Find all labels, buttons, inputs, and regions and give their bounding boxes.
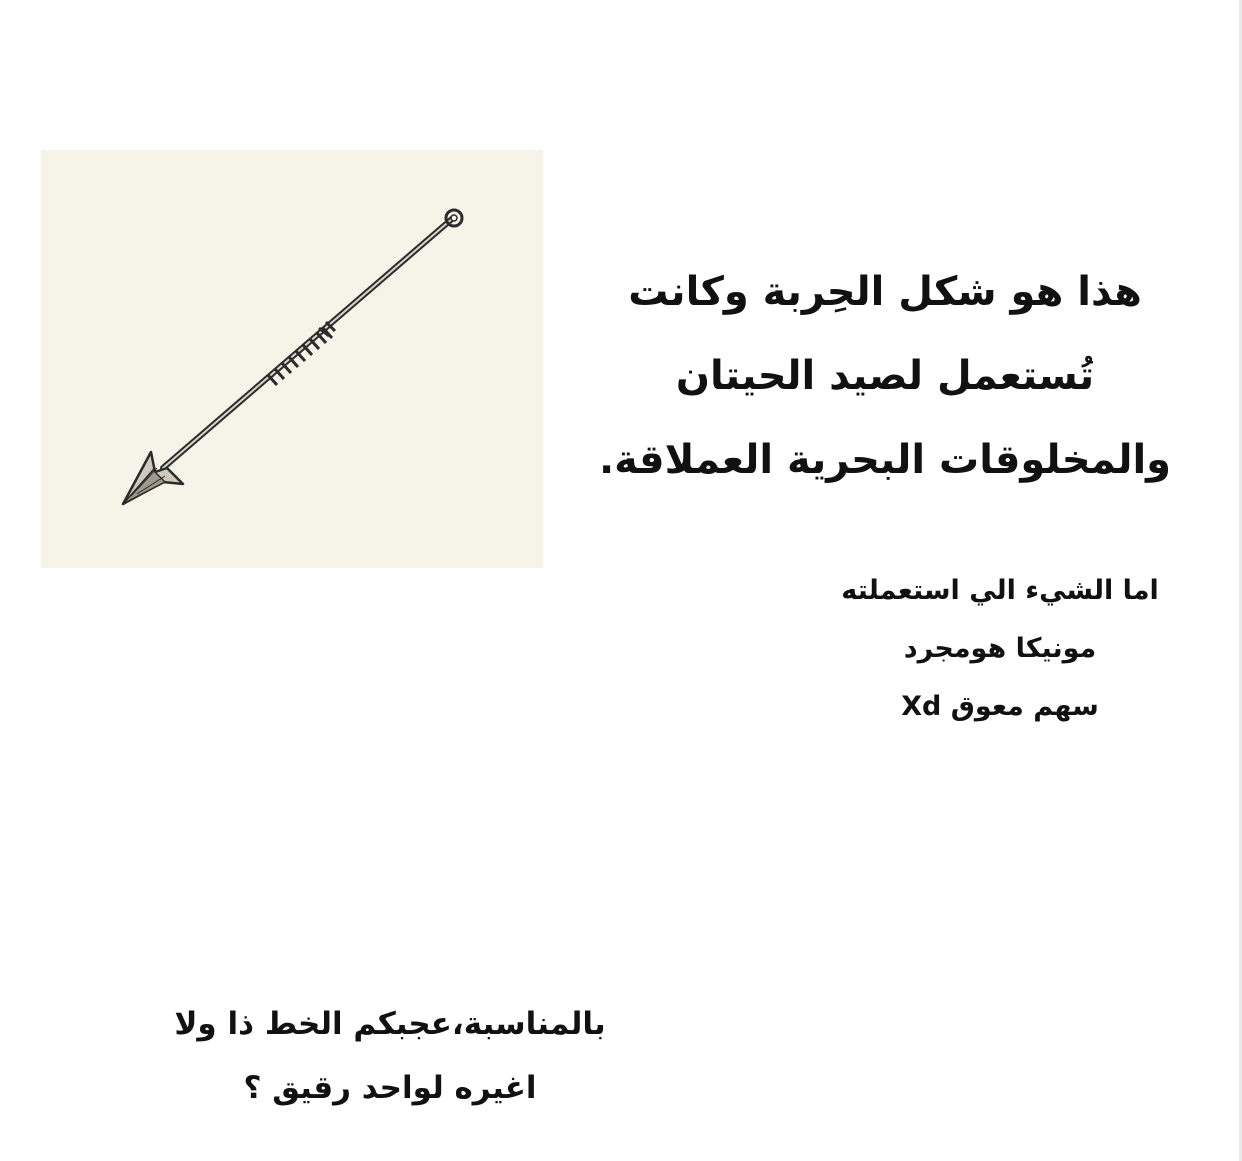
question-text: [110, 992, 670, 1120]
headline-line-2: تُستعمل لصيد الحيتان: [675, 353, 1095, 399]
question-line-2: اغيره لواحد رقيق ؟: [243, 1070, 537, 1106]
headline-text: [565, 250, 1205, 502]
harpoon-illustration: [41, 150, 543, 568]
harpoon-icon: [41, 150, 543, 568]
question-line-1: بالمناسبة،عجبكم الخط ذا ولا: [174, 1006, 606, 1042]
headline-line-3: والمخلوقات البحرية العملاقة.: [598, 437, 1172, 483]
note-line-2: مونيكا هومجرد: [903, 633, 1097, 664]
note-text: [800, 562, 1200, 736]
note-line-3: سهم معوق Xd: [901, 691, 1099, 722]
note-line-1: اما الشيء الي استعملته: [841, 575, 1159, 606]
headline-line-1: هذا هو شكل الحِربة وكانت: [628, 269, 1142, 315]
